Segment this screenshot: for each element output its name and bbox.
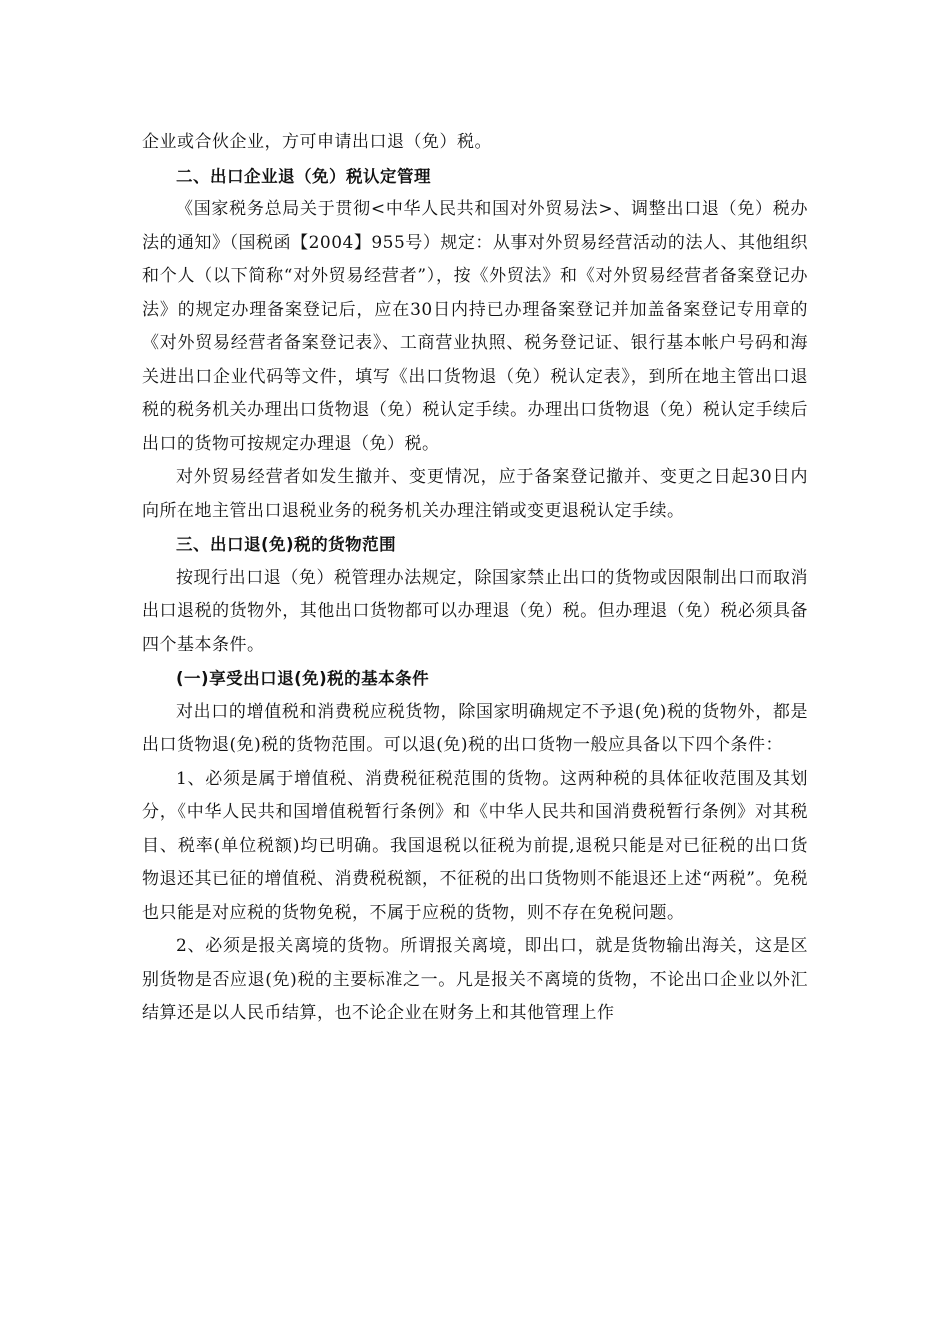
- paragraph-regulation: 《国家税务总局关于贯彻<中华人民共和国对外贸易法>、调整出口退（免）税办法的通知》（国税函【2004】955号）规定：从事对外贸易经营活动的法人、其他组织和个人（以下简称“对外贸易经营者”），按《外贸法》和《对外贸易经营者备案登记办法》的规定办理备案登记后，应在30日内持已办理备案登记并加盖备案登记专用章的《对外贸易经营者备案登记表》、工商营业执照、税务登记证、银行基本帐户号码和海关进出口企业代码等文件，填写《出口货物退（免）税认定表》，到所在地主管出口退税的税务机关办理出口货物退（免）税认定手续。办理出口货物退（免）税认定手续后出口的货物可按规定办理退（免）税。: [142, 199, 808, 454]
- paragraph-change: 对外贸易经营者如发生撤并、变更情况，应于备案登记撤并、变更之日起30日内向所在地主管出口退税业务的税务机关办理注销或变更退税认定手续。: [142, 467, 808, 521]
- paragraph-continuation: 企业或合伙企业，方可申请出口退（免）税。: [142, 132, 492, 152]
- section-heading-2: 二、出口企业退（免）税认定管理: [176, 166, 431, 186]
- subsection-heading-1: (一)享受出口退(免)税的基本条件: [176, 669, 430, 688]
- paragraph-scope: 按现行出口退（免）税管理办法规定，除国家禁止出口的货物或因限制出口而取消出口退税的货物外，其他出口货物都可以办理退（免）税。但办理退（免）税必须具备四个基本条件。: [142, 567, 808, 655]
- section-heading-3: 三、出口退(免)税的货物范围: [176, 535, 397, 554]
- document-body: [142, 126, 808, 1031]
- paragraph-conditions: 对出口的增值税和消费税应税货物，除国家明确规定不予退(免)税的货物外，都是出口货物退(免)税的货物范围。可以退(免)税的出口货物一般应具备以下四个条件：: [142, 701, 808, 755]
- paragraph-condition-2: 2、必须是报关离境的货物。所谓报关离境，即出口，就是货物输出海关，这是区别货物是否应退(免)税的主要标准之一。凡是报关不离境的货物，不论出口企业以外汇结算还是以人民币结算，也不论企业在财务上和其他管理上作: [142, 936, 808, 1023]
- paragraph-condition-1: 1、必须是属于增值税、消费税征税范围的货物。这两种税的具体征收范围及其划分，《中华人民共和国增值税暂行条例》和《中华人民共和国消费税暂行条例》对其税目、税率(单位税额)均已明确。我国退税以征税为前提,退税只能是对已征税的出口货物退还其已征的增值税、消费税税额，不征税的出口货物则不能退还上述“两税”。免税也只能是对应税的货物免税，不属于应税的货物，则不存在免税问题。: [142, 768, 808, 923]
